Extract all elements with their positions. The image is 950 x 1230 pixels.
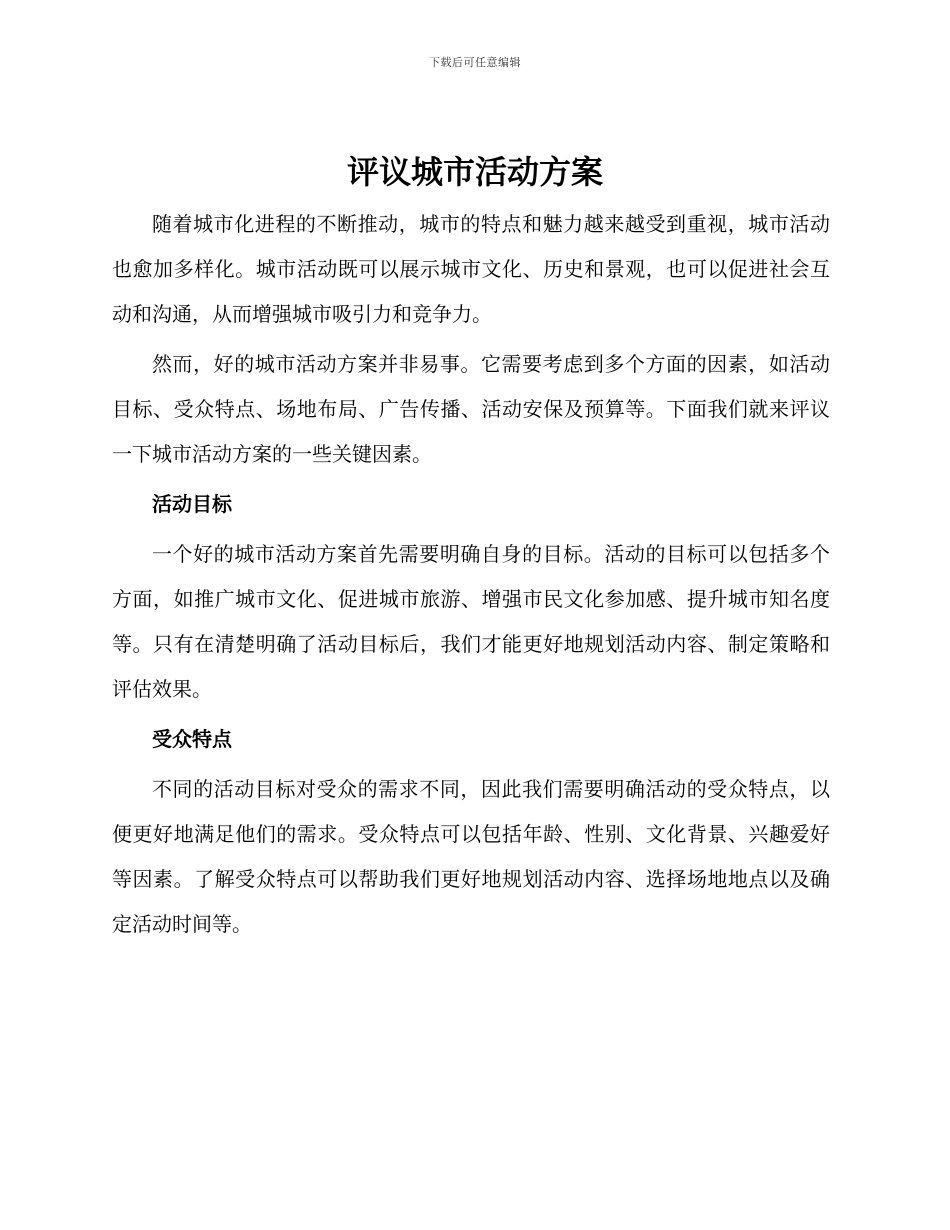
paragraph-intro: 随着城市化进程的不断推动，城市的特点和魅力越来越受到重视，城市活动也愈加多样化。城市活动既可以展示城市文化、历史和景观，也可以促进社会互动和沟通，从而增强城市吸引力和竞争力。 (112, 212, 830, 326)
document-title: 评议城市活动方案 (346, 153, 603, 191)
paragraph-audience: 不同的活动目标对受众的需求不同，因此我们需要明确活动的受众特点，以便更好地满足他们的需求。受众特点可以包括年龄、性别、文化背景、兴趣爱好等因素。了解受众特点可以帮助我们更好地规划活动内容、选择场地地点以及确定活动时间等。 (112, 777, 830, 936)
paragraph-overview: 然而，好的城市活动方案并非易事。它需要考虑到多个方面的因素，如活动目标、受众特点、场地布局、广告传播、活动安保及预算等。下面我们就来评议一下城市活动方案的一些关键因素。 (112, 352, 830, 466)
document-body (112, 202, 830, 952)
section-heading-goals: 活动目标 (152, 492, 232, 516)
section-heading-audience: 受众特点 (152, 727, 232, 751)
header-note: 下载后可任意编辑 (429, 56, 521, 69)
paragraph-goals: 一个好的城市活动方案首先需要明确自身的目标。活动的目标可以包括多个方面，如推广城市文化、促进城市旅游、增强市民文化参加感、提升城市知名度等。只有在清楚明确了活动目标后，我们才能更好地规划活动内容、制定策略和评估效果。 (112, 542, 830, 701)
